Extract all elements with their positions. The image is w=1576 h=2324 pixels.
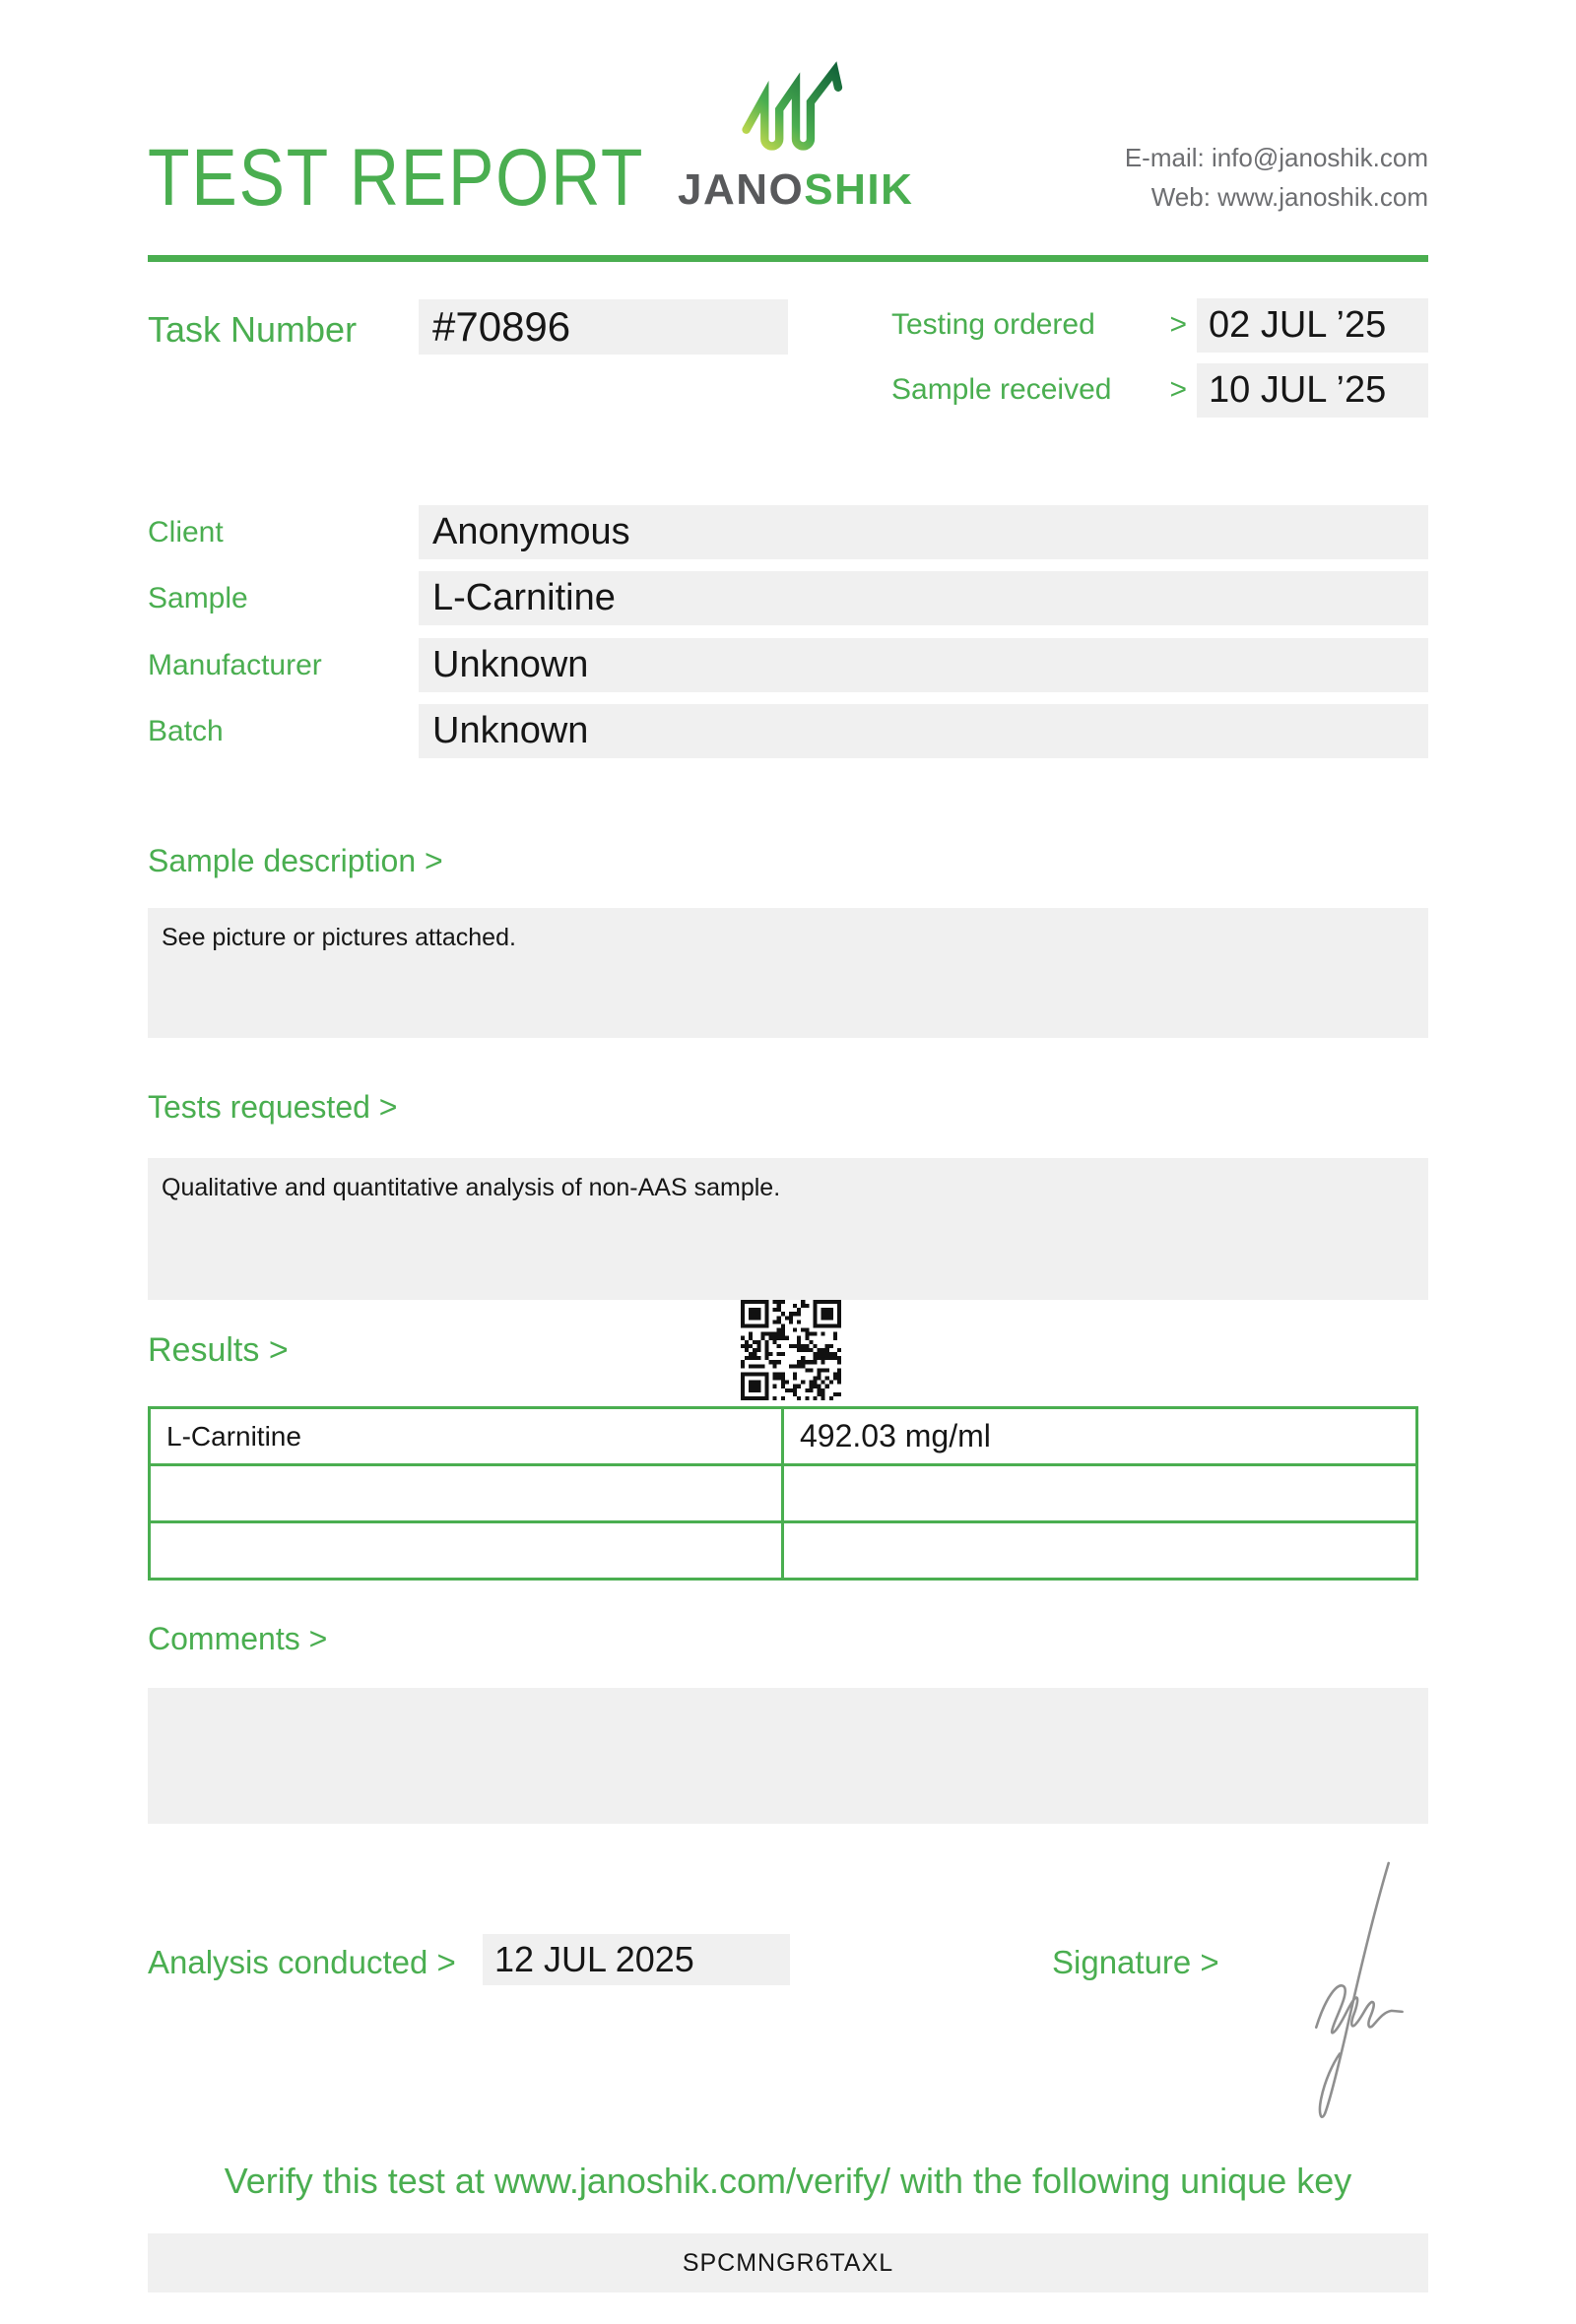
page-title: TEST REPORT [148,133,645,223]
sample-received-value: 10 JUL ’25 [1209,369,1387,411]
results-row [150,1408,1417,1465]
qr-code [741,1300,841,1400]
client-value: Anonymous [432,511,630,552]
result-value [783,1465,1417,1522]
task-number-value: #70896 [432,303,571,350]
batch-label: Batch [148,715,224,747]
sample-received-field [1197,363,1428,418]
comments-heading: Comments > [148,1621,328,1656]
client-label: Client [148,516,224,549]
header-divider [148,255,1428,262]
result-name: L-Carnitine [150,1408,783,1465]
results-table [148,1406,1418,1581]
unique-key-value: SPCMNGR6TAXL [682,2249,894,2277]
testing-ordered-label: Testing ordered > [891,308,1187,341]
task-number-field [419,299,788,355]
sample-description-box [148,908,1428,1038]
sample-field [419,571,1428,625]
signature-label: Signature > [1052,1944,1219,1980]
result-name [150,1522,783,1580]
logo-wordmark [678,165,914,215]
sample-description-heading: Sample description > [148,843,443,878]
result-value [783,1522,1417,1580]
arrow-glyph: > [1169,308,1187,341]
task-number-label: Task Number [148,309,358,350]
tests-requested-text: Qualitative and quantitative analysis of non-AAS sample. [162,1174,781,1201]
analysis-conducted-value: 12 JUL 2025 [494,1939,694,1979]
signature-image [1286,1857,1410,2131]
contact-web: Web: www.janoshik.com [1150,182,1428,212]
analysis-conducted-label: Analysis conducted > [148,1944,456,1980]
testing-ordered-field [1197,298,1428,353]
sample-received-label: Sample received > [891,373,1187,406]
batch-value: Unknown [432,710,589,751]
sample-label: Sample [148,582,248,614]
client-field [419,505,1428,559]
contact-email: E-mail: info@janoshik.com [1124,143,1428,172]
testing-ordered-value: 02 JUL ’25 [1209,304,1387,346]
logo-text-primary: JANO [678,165,805,214]
manufacturer-value: Unknown [432,644,589,685]
sample-description-text: See picture or pictures attached. [162,924,516,951]
unique-key-field [148,2233,1428,2292]
tests-requested-heading: Tests requested > [148,1089,398,1125]
sample-value: L-Carnitine [432,577,616,618]
tests-requested-box [148,1158,1428,1300]
result-value: 492.03 mg/ml [783,1408,1417,1465]
results-row [150,1522,1417,1580]
analysis-conducted-field [483,1934,790,1985]
growth-chart-icon [741,61,851,161]
comments-box [148,1688,1428,1824]
results-heading: Results > [148,1331,289,1369]
result-name [150,1465,783,1522]
contact-info [985,138,1428,217]
results-row [150,1465,1417,1522]
manufacturer-field [419,638,1428,692]
batch-field [419,704,1428,758]
verify-instruction: Verify this test at www.janoshik.com/verify/ with the following unique key [224,2161,1352,2201]
logo-text-secondary: SHIK [804,165,914,214]
arrow-glyph: > [1169,373,1187,406]
manufacturer-label: Manufacturer [148,649,322,681]
